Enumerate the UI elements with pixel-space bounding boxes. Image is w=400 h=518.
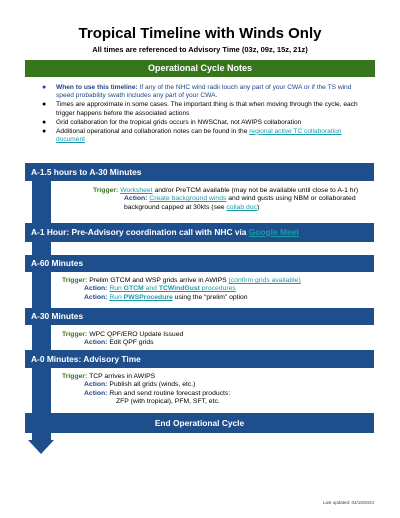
regional-tc-collab-link[interactable]: regional active TC collaboration document (56, 127, 342, 144)
page-subtitle: All times are referenced to Advisory Time (03z, 09z, 15z, 21z) (92, 45, 308, 54)
when-label: When to use this timeline: (56, 84, 138, 91)
google-meet-link[interactable]: Google Meet (248, 227, 300, 237)
bullet-icon: ● (42, 118, 47, 126)
cycle-notes-list (40, 84, 362, 145)
action-text: ) (257, 203, 260, 211)
last-updated: Last updated: 04/19/2024 (322, 500, 374, 505)
trigger-text: WPC QPF/ERO Update Issued (89, 331, 184, 338)
create-background-winds-link[interactable]: Create background winds (149, 195, 227, 203)
action-text: background capped at 30kts (see (124, 203, 227, 211)
procedures-text: procedures (199, 285, 236, 293)
confirm-grids-link[interactable]: (confirm grids available) (228, 277, 301, 284)
note-item (40, 119, 362, 127)
gtcm-label: GTCM (123, 285, 144, 293)
trigger-label: Trigger: (62, 331, 88, 338)
action-label: Action: (84, 293, 108, 301)
run-prefix: Run (109, 293, 124, 301)
action-label: Action: (84, 381, 108, 389)
and-text: and (143, 285, 159, 293)
trigger-text: Prelim GTCM and WSP grids arrive in AWIPS (89, 277, 229, 284)
action-label: Action: (84, 339, 108, 347)
pre-advisory-call-text: A-1 Hour: Pre-Advisory coordination call with NHC via (31, 227, 249, 237)
tcwindgust-label: TCWindGust (158, 285, 200, 293)
note-text: Times are approximate in some cases. The important thing is that when moving through the cycle, each trigger happens before the associated actions (56, 101, 358, 117)
section-heading-a-60: A-60 Minutes (25, 255, 374, 272)
timeline-arrow-icon (28, 440, 54, 454)
section-heading-a-1h (25, 223, 374, 242)
action-text: Edit QPF grids (109, 339, 154, 347)
action-label: Action: (84, 389, 108, 397)
trigger-label: Trigger: (62, 373, 88, 380)
trigger-text: and/or PreTCM available (may not be available until close to A-1 hr) (152, 187, 359, 194)
note-item (40, 101, 362, 118)
note-text: Additional operational and collaboration notes can be found in the (56, 127, 250, 135)
bullet-icon: ● (42, 127, 47, 135)
end-cycle-heading: End Operational Cycle (25, 413, 374, 433)
section-heading-a-0: A-0 Minutes: Advisory Time (25, 350, 374, 368)
cycle-notes-heading: Operational Cycle Notes (25, 60, 375, 77)
note-item (40, 128, 362, 145)
action-text: using the “prelim” option (172, 293, 248, 301)
section-body-a-0 (62, 373, 230, 407)
action-label: Action: (84, 285, 108, 293)
note-text: Grid collaboration for the tropical grids occurs in NWSChat, not AWIPS collaboration (56, 118, 302, 126)
action-text: Publish all grids (winds, etc.) (109, 381, 196, 389)
when-text: If any of the NHC wind radii touch any part of your CWA or if the TS wind speed probability swath includes any part of your CWA. (56, 84, 352, 100)
worksheet-link[interactable]: Worksheet (120, 187, 153, 194)
note-when-to-use (40, 84, 362, 101)
timeline-spine (32, 170, 51, 440)
page-title: Tropical Timeline with Winds Only (78, 25, 322, 42)
section-body-a-60 (62, 277, 301, 302)
action-text: and wind gusts using NBM or collaborated (226, 195, 356, 203)
trigger-label: Trigger: (62, 277, 88, 284)
section-heading-a-1-5h: A-1.5 hours to A-30 Minutes (25, 163, 374, 181)
collab-doc-link[interactable]: collab doc (226, 203, 258, 211)
trigger-label: Trigger: (93, 187, 119, 194)
trigger-text: TCP arrives in AWIPS (89, 373, 156, 380)
run-prefix: Run (109, 285, 124, 293)
section-heading-a-30: A-30 Minutes (25, 308, 374, 325)
run-gtcm-procedures-link[interactable] (109, 285, 236, 292)
action-text: ZFP (with tropical), PFM, SFT, etc. (116, 398, 220, 406)
section-body-a-1-5h (93, 187, 358, 212)
section-body-a-30 (62, 331, 183, 348)
action-label: Action: (124, 195, 148, 203)
bullet-icon: ● (42, 101, 47, 109)
pwsprocedure-label: PWSProcedure (123, 293, 173, 301)
run-pwsprocedure-link[interactable] (109, 294, 172, 301)
bullet-icon: ● (42, 84, 47, 91)
action-text: Run and send routine forecast products: (109, 389, 231, 397)
